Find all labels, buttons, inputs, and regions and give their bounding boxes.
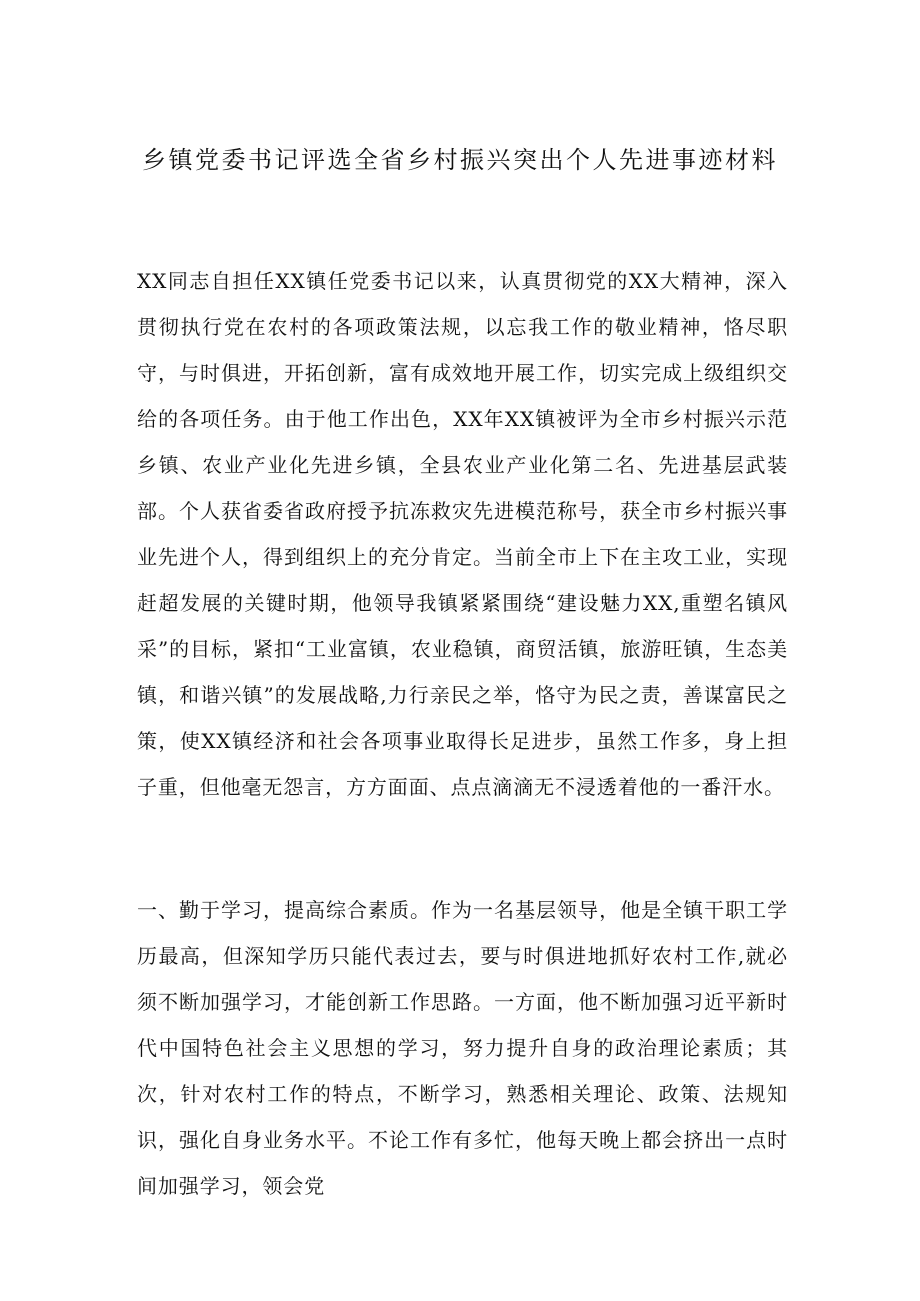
paragraph-intro: XX同志自担任XX镇任党委书记以来，认真贯彻党的XX大精神，深入贯彻执行党在农村的各项政策法规，以忘我工作的敬业精神，恪尽职守，与时俱进，开拓创新，富有成效地开展工作，切实完成上级组织交给的各项任务。由于他工作出色，XX年XX镇被评为全市乡村振兴示范乡镇、农业产业化先进乡镇，全县农业产业化第二名、先进基层武装部。个人获省委省政府授予抗冻救灾先进模范称号，获全市乡村振兴事业先进个人，得到组织上的充分肯定。当前全市上下在主攻工业，实现赶超发展的关键时期，他领导我镇紧紧围绕“建设魅力XX,重塑名镇风采”的目标，紧扣“工业富镇，农业稳镇，商贸活镇，旅游旺镇，生态美镇，和谐兴镇”的发展战略,力行亲民之举，恪守为民之责，善谋富民之策，使XX镇经济和社会各项事业取得长足进步，虽然工作多，身上担子重，但他毫无怨言，方方面面、点点滴滴无不浸透着他的一番汗水。 — [137, 269, 788, 799]
paragraph-section-1: 一、勤于学习，提高综合素质。作为一名基层领导，他是全镇干职工学历最高，但深知学历只能代表过去，要与时俱进地抓好农村工作,就必须不断加强学习，才能创新工作思路。一方面，他不断加强习近平新时代中国特色社会主义思想的学习，努力提升自身的政治理论素质；其次，针对农村工作的特点，不断学习，熟悉相关理论、政策、法规知识，强化自身业务水平。不论工作有多忙，他每天晚上都会挤出一点时间加强学习，领会党 — [137, 898, 788, 1198]
document-title: 乡镇党委书记评选全省乡村振兴突出个人先进事迹材料 — [142, 146, 778, 174]
